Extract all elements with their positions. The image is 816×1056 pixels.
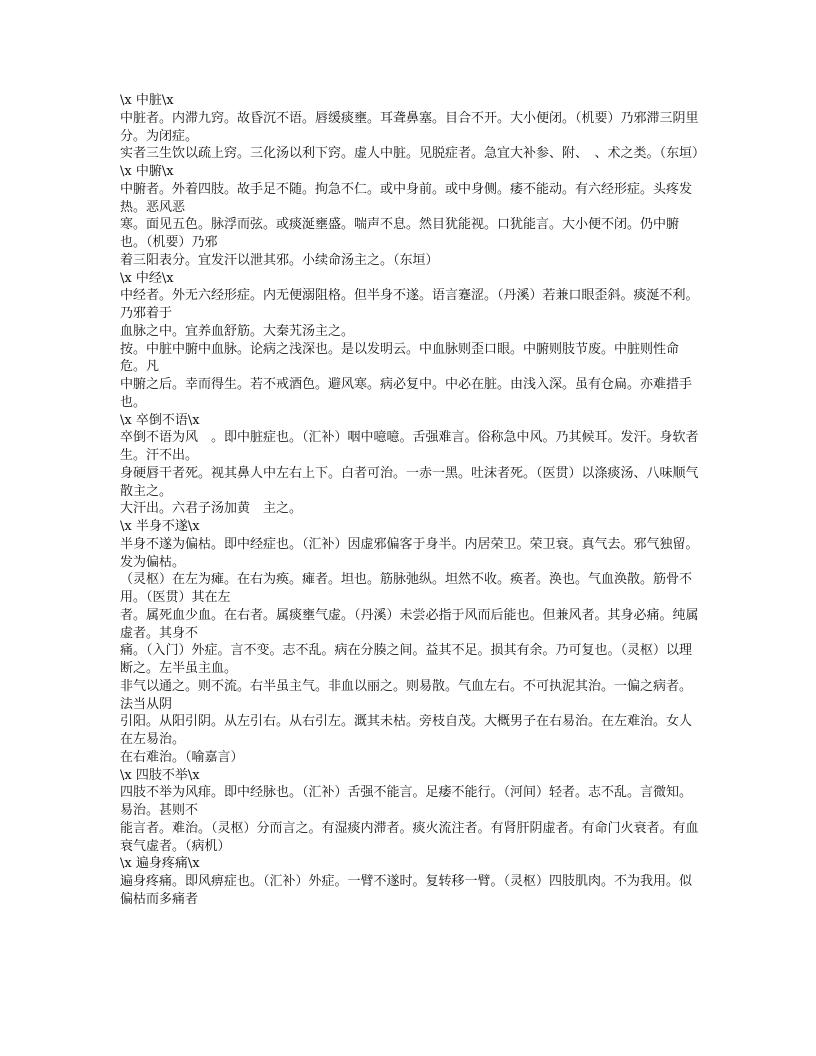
text-line: 中腑之后。幸而得生。若不戒酒色。避风寒。病必复中。中必在脏。由浅入深。虽有仓扁。亦难措手也。 <box>120 377 693 410</box>
section-heading-banshen-busui: \x 半身不遂\x <box>120 519 200 534</box>
text-line: 大汗出。六君子汤加黄 主之。 <box>120 501 303 517</box>
section-heading-bianshen-tengtong: \x 遍身疼痛\x <box>120 856 200 872</box>
section-heading-zhongzang: \x 中脏\x <box>120 93 174 108</box>
text-line: 中经者。外无六经形症。内无便溺阻格。但半身不遂。语言蹇涩。（丹溪）若兼口眼歪斜。痰涎不利。乃邪着于 <box>120 288 699 321</box>
text-line: 血脉之中。宜养血舒筋。大秦艽汤主之。 <box>120 323 355 339</box>
text-line: 实者三生饮以疏上窍。三化汤以利下窍。虚人中脏。见脱症者。急宜大补参、附、 、术之类。（东垣） <box>120 146 706 162</box>
text-line: 非气以通之。则不流。右半虽主气。非血以丽之。则易散。气血左右。不可执泥其治。一偏之病者。法当从阴 <box>120 678 693 712</box>
text-line: 身硬唇干者死。视其鼻人中左右上下。白者可治。一赤一黑。吐沫者死。（医贯）以涤痰汤、八味顺气散主之。 <box>120 465 699 499</box>
text-line: 四肢不举为风痱。即中经脉也。（汇补）舌强不能言。足痿不能行。（河间）轻者。志不乱。言微知。易治。甚则不 <box>120 785 693 818</box>
text-line: 中脏者。内滞九窍。故昏沉不语。唇缓痰壅。耳聋鼻塞。目合不开。大小便闭。（机要）乃邪滞三阴里分。为闭症。 <box>120 110 699 144</box>
text-line: 寒。面见五色。脉浮而弦。或痰涎壅盛。喘声不息。然目犹能视。口犹能言。大小便不闭。仍中腑也。（机要）乃邪 <box>120 217 680 250</box>
text-line: 半身不遂为偏枯。即中经症也。（汇补）因虚邪偏客于身半。内居荣卫。荣卫衰。真气去。邪气独留。发为偏枯。 <box>120 536 699 570</box>
text-line: 痛。（入门）外症。言不变。志不乱。病在分腠之间。益其不足。损其有余。乃可复也。（灵枢）以理断之。左半虽主血。 <box>120 643 693 676</box>
text-line: （灵枢）在左为瘫。在右为痪。瘫者。坦也。筋脉弛纵。坦然不收。痪者。涣也。气血涣散。筋骨不用。（医贯）其在左 <box>120 572 693 605</box>
section-heading-zhongjing: \x 中经\x <box>120 270 174 286</box>
text-line: 卒倒不语为风 。即中脏症也。（汇补）咽中噫噫。舌强难言。俗称急中风。乃其候耳。发汗。身软者生。汗不出。 <box>120 430 699 463</box>
text-line: 者。属死血少血。在右者。属痰壅气虚。（丹溪）未尝必指于风而后能也。但兼风者。其身必痛。纯属虚者。其身不 <box>120 607 699 641</box>
section-heading-sizhi-buju: \x 四肢不举\x <box>120 767 200 783</box>
section-heading-zhongfu: \x 中腑\x <box>120 164 174 179</box>
text-line: 在右难治。（喻嘉言） <box>120 749 244 765</box>
text-line: 中腑者。外着四肢。故手足不随。拘急不仁。或中身前。或中身侧。痿不能动。有六经形症。头疼发热。恶风恶 <box>120 181 693 215</box>
text-line: 按。中脏中腑中血脉。论病之浅深也。是以发明云。中血脉则歪口眼。中腑则肢节废。中脏则性命危。凡 <box>120 341 680 375</box>
text-line: 引阳。从阳引阴。从左引右。从右引左。溉其未枯。旁枝自茂。大概男子在右易治。在左难治。女人在左易治。 <box>120 714 693 747</box>
text-line: 能言者。难治。（灵枢）分而言之。有湿痰内滞者。痰火流注者。有肾肝阴虚者。有命门火衰者。有血衰气虚者。（病机） <box>120 820 699 854</box>
text-line: 着三阳表分。宜发汗以泄其邪。小续命汤主之。（东垣） <box>120 252 439 268</box>
document-page <box>120 92 706 909</box>
text-line: 遍身疼痛。即风痹症也。（汇补）外症。一臂不遂时。复转移一臂。（灵枢）四肢肌肉。不为我用。似偏枯而多痛者 <box>120 874 693 907</box>
section-heading-zudao-buyu: \x 卒倒不语\x <box>120 412 200 428</box>
